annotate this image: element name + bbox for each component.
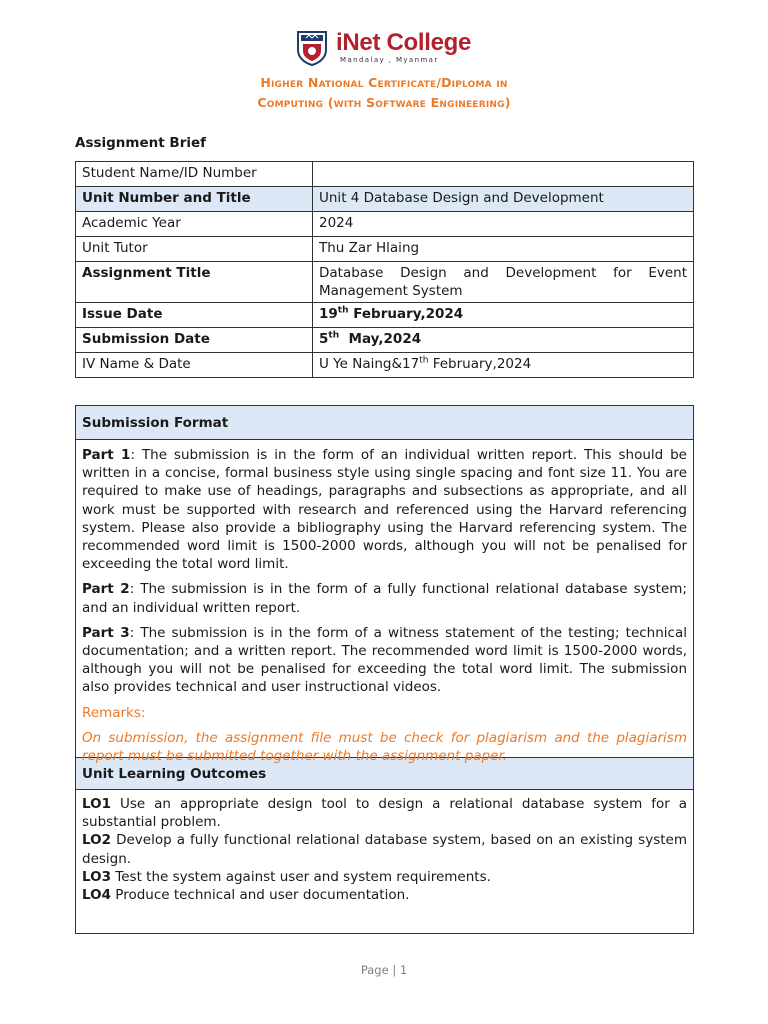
- outcome-text: Use an appropriate design tool to design a relational database system for a substantial problem.: [82, 796, 687, 831]
- table-row: [76, 162, 694, 187]
- outcome-code: LO3: [82, 868, 111, 885]
- row-value: [313, 162, 694, 187]
- part3-paragraph: [82, 624, 687, 697]
- iv-name-day: U Ye Naing&17: [319, 356, 420, 372]
- table-row: [76, 212, 694, 237]
- row-value: [313, 328, 694, 353]
- row-label: Assignment Title: [76, 262, 313, 303]
- submission-box: [75, 405, 694, 934]
- outcome-item: [82, 886, 687, 904]
- part1-label: Part 1: [82, 447, 131, 463]
- part3-text: : The submission is in the form of a witness statement of the testing; technical documentation; and a written report. The recommended word limit is 1500-2000 words, although you will not be penalised for exceeding the total word limit. The submission also provides technical and user instructional videos.: [82, 624, 687, 696]
- assignment-info-table: [75, 161, 694, 378]
- learning-outcomes-body: [76, 790, 693, 904]
- part1-text: : The submission is in the form of an individual written report. This should be written in a concise, formal business style using single spacing and font size 11. You are required to make use of headings, paragraphs and subsections as appropriate, and all work must be supported with research and referenced using the Harvard referencing system. Please also provide a bibliography using the Harvard referencing system. The recommended word limit is 1500-2000 words, although you will not be penalised for exceeding the total word limit.: [82, 447, 687, 573]
- part2-text: : The submission is in the form of a fully functional relational database system; and an individual written report.: [82, 581, 687, 616]
- part2-paragraph: [82, 580, 687, 616]
- logo-location: Mandalay , Myanmar: [340, 56, 439, 64]
- part1-paragraph: [82, 446, 687, 573]
- assignment-brief-label: Assignment Brief: [75, 135, 207, 151]
- outcome-item: [82, 795, 687, 831]
- submission-day-suffix: th: [328, 330, 340, 341]
- outcome-code: LO2: [82, 832, 111, 849]
- page-number: Page | 1: [360, 963, 408, 977]
- submission-month-year: May,2024: [339, 331, 422, 347]
- college-logo: [296, 29, 476, 67]
- table-row: [76, 187, 694, 212]
- table-row: [76, 328, 694, 353]
- row-label: Academic Year: [76, 212, 313, 237]
- row-value: 2024: [313, 212, 694, 237]
- programme-title-line2: Computing (with Software Engineering): [257, 95, 511, 110]
- table-row: [76, 303, 694, 328]
- iv-day-suffix: th: [419, 355, 429, 366]
- submission-format-heading: Submission Format: [76, 406, 693, 440]
- table-row: [76, 262, 694, 303]
- shield-crest-icon: [296, 30, 328, 66]
- row-value: Thu Zar Hlaing: [313, 237, 694, 262]
- outcome-text: Test the system against user and system requirements.: [111, 868, 491, 885]
- table-row: [76, 237, 694, 262]
- outcome-item: [82, 831, 687, 867]
- issue-day: 19: [319, 306, 338, 322]
- row-label: Submission Date: [76, 328, 313, 353]
- remarks-label: Remarks:: [82, 704, 146, 721]
- row-label: Issue Date: [76, 303, 313, 328]
- submission-day: 5: [319, 331, 329, 347]
- assignment-title-line1: Database Design and Development for Event: [319, 265, 687, 281]
- issue-day-suffix: th: [337, 305, 349, 316]
- assignment-title-line2: Management System: [319, 283, 463, 299]
- row-label: Unit Number and Title: [76, 187, 313, 212]
- outcome-item: [82, 868, 687, 886]
- row-label: Unit Tutor: [76, 237, 313, 262]
- row-value: [313, 262, 694, 303]
- outcome-text: Produce technical and user documentation.: [111, 887, 410, 904]
- row-label: IV Name & Date: [76, 353, 313, 378]
- logo-wordmark: iNet College: [336, 29, 472, 56]
- part3-label: Part 3: [82, 624, 130, 641]
- row-value: [313, 303, 694, 328]
- row-value: Unit 4 Database Design and Development: [313, 187, 694, 212]
- row-value: [313, 353, 694, 378]
- remarks-text: On submission, the assignment file must be check for plagiarism and the plagiarism report must be submitted together with the assignment paper.: [82, 729, 687, 765]
- outcome-code: LO4: [82, 887, 111, 904]
- outcome-text: Develop a fully functional relational database system, based on an existing system design.: [82, 832, 687, 867]
- programme-title-line1: Higher National Certificate/Diploma in: [260, 75, 508, 90]
- issue-month-year: February,2024: [348, 306, 464, 322]
- outcome-code: LO1: [82, 796, 111, 812]
- iv-month-year: February,2024: [428, 356, 532, 372]
- table-row: [76, 353, 694, 378]
- row-label: Student Name/ID Number: [76, 162, 313, 187]
- learning-outcomes-heading: Unit Learning Outcomes: [76, 757, 693, 790]
- part2-label: Part 2: [82, 581, 130, 598]
- submission-body: [76, 440, 693, 765]
